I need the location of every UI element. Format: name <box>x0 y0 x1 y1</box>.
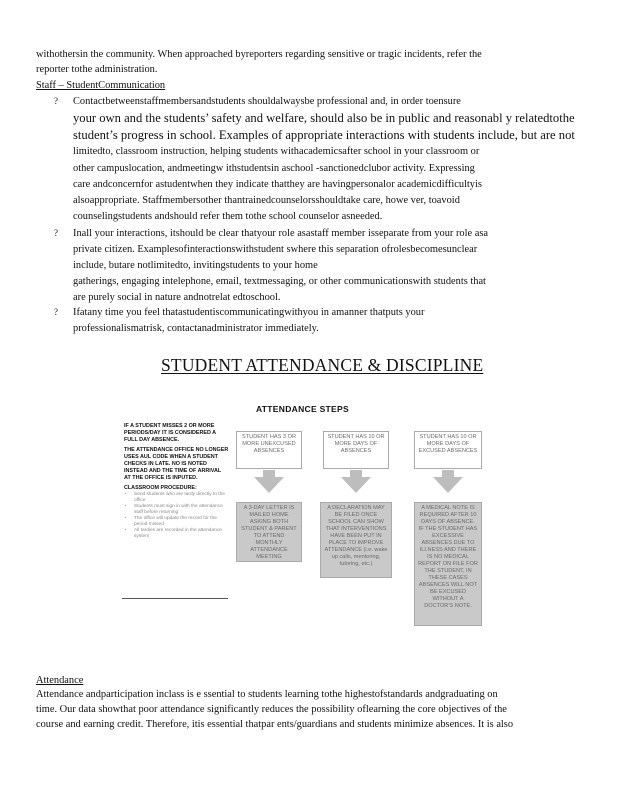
bullet-marker: ? <box>54 96 58 106</box>
bullet2-line: include, butare notlimitedto, invitingstudents to your home <box>73 260 318 271</box>
bullet1-line: other campuslocation, andmeetingw ithstudentsin aschool -sanctionedclubor activity. Expressing <box>73 163 475 174</box>
arrow-down-icon <box>433 477 463 493</box>
step-box: A DECLARATION MAY BE FILED ONCE SCHOOL CAN SHOW THAT INTERVENTIONS HAVE BEEN PUT IN PLACE TO IMPROVE ATTENDANCE (i.e. wake up calls, mentoring, tutoring, etc.) <box>320 502 392 578</box>
bullet1-line: your own and the students’ safety and welfare, should also be in public and reasonabl y relatedtothe <box>73 111 575 125</box>
list-item: • Send students who are tardy directly to the office <box>134 492 229 504</box>
bullet-marker: ? <box>54 307 58 317</box>
attendance-notes <box>124 423 229 540</box>
bullet2-line: are purely social in nature andnotrelat edtoschool. <box>73 292 281 303</box>
arrow-down-icon <box>341 477 371 493</box>
staff-communication-heading: Staff – StudentCommunication <box>36 80 166 91</box>
bullet3-line: Ifatany time you feel thatastudentiscommunicatingwithyou in amanner thatputs your <box>73 307 425 318</box>
attendance-steps-title: ATTENDANCE STEPS <box>256 404 349 414</box>
bullet1-line: Contactbetweenstaffmembersandstudents shouldalwaysbe professional and, in order toensure <box>73 96 461 107</box>
attendance-line: time. Our data showthat poor attendance significantly reduces the possibility oflearning the core objectives of the <box>36 704 507 715</box>
list-item: • All tardies are recorded in the attendance system <box>134 528 229 540</box>
list-item: • Students must sign in with the attendance staff before returning <box>134 504 229 516</box>
bullet2-line: Inall your interactions, itshould be clear thatyour role asastaff member isseparate from your role asa <box>73 228 488 239</box>
procedure-list <box>124 492 229 540</box>
step-box: STUDENT HAS 10 OR MORE DAYS OF ABSENCES <box>323 431 389 469</box>
attendance-note: THE ATTENDANCE OFFICE NO LONGER USES AUL CODE WHEN A STUDENT CHECKS IN LATE. NO IS NOTED INSTEAD AND THE TIME OF ARRIVAL AT THE OFFICE IS INPUTED. <box>124 447 229 481</box>
step-box: A MEDICAL NOTE IS REQUIRED AFTER 10 DAYS OF ABSENCE. IF THE STUDENT HAS EXCESSIVE ABSENCES DUE TO ILLNESS AND THERE IS NO MEDICAL REPORT ON FILE FOR THE STUDENT, IN THESE CASES ABSENCES WILL NOT BE EXCUSED WITHOUT A DOCTOR'S NOTE. <box>414 502 482 626</box>
bullet-marker: ? <box>54 228 58 238</box>
section-title: STUDENT ATTENDANCE & DISCIPLINE <box>161 355 484 375</box>
bullet1-line: care andconcernfor astudentwhen they indicate thatthey are havingpersonalor academicdifficultyis <box>73 179 482 190</box>
step-box: STUDENT HAS 10 OR MORE DAYS OF EXCUSED ABSENCES <box>414 431 482 469</box>
arrow-down-icon <box>254 477 284 493</box>
attendance-note: IF A STUDENT MISSES 2 OR MORE PERIODS/DAY IT IS CONSIDERED A FULL DAY ABSENCE. <box>124 423 216 443</box>
list-item: • The office will update the record for the period missed <box>134 516 229 528</box>
bullet1-line: alsoappropriate. Staffmembersother thantrainedcounselorsshouldtake care, howe ver, toavoid <box>73 195 460 206</box>
bullet2-line: private citizen. Examplesofinteractionswithstudent swhere this separation ofrolesbecomesunclear <box>73 244 478 255</box>
bullet1-line: limitedto, classroom instruction, helping students withacademicsafter school in your classroom or <box>73 146 480 157</box>
bullet1-line: counselingstudents andshould refer them tothe school counselor asneeded. <box>73 211 383 222</box>
bullet3-line: professionalismatrisk, contactanadministrator immediately. <box>73 323 319 334</box>
attendance-line: Attendance andparticipation inclass is e ssential to students learning tothe highestofstandards andgraduating on <box>36 689 498 700</box>
bullet2-line: gatherings, engaging intelephone, email, textmessaging, or other communicationswith students that <box>73 276 486 287</box>
step-box: A 3-DAY LETTER IS MAILED HOME ASKING BOTH STUDENT & PARENT TO ATTEND MONTHLY ATTENDANCE MEETING <box>236 502 302 562</box>
body-text-line: reporter tothe administration. <box>36 64 158 75</box>
bullet1-line: student’s progress in school. Examples of appropriate interactions with students include, but are not <box>73 128 575 142</box>
attendance-note: CLASSROOM PROCEDURE: <box>124 485 197 491</box>
body-text-line: withothersin the community. When approached byreporters regarding sensitive or tragic incidents, refer the <box>36 49 482 60</box>
attendance-line: course and earning credit. Therefore, itis essential thatpar ents/guardians and students minimize absences. It is also <box>36 719 514 730</box>
divider <box>122 598 228 599</box>
attendance-heading: Attendance <box>36 675 84 686</box>
step-box: STUDENT HAS 3 OR MORE UNEXCUSED ABSENCES <box>236 431 302 469</box>
